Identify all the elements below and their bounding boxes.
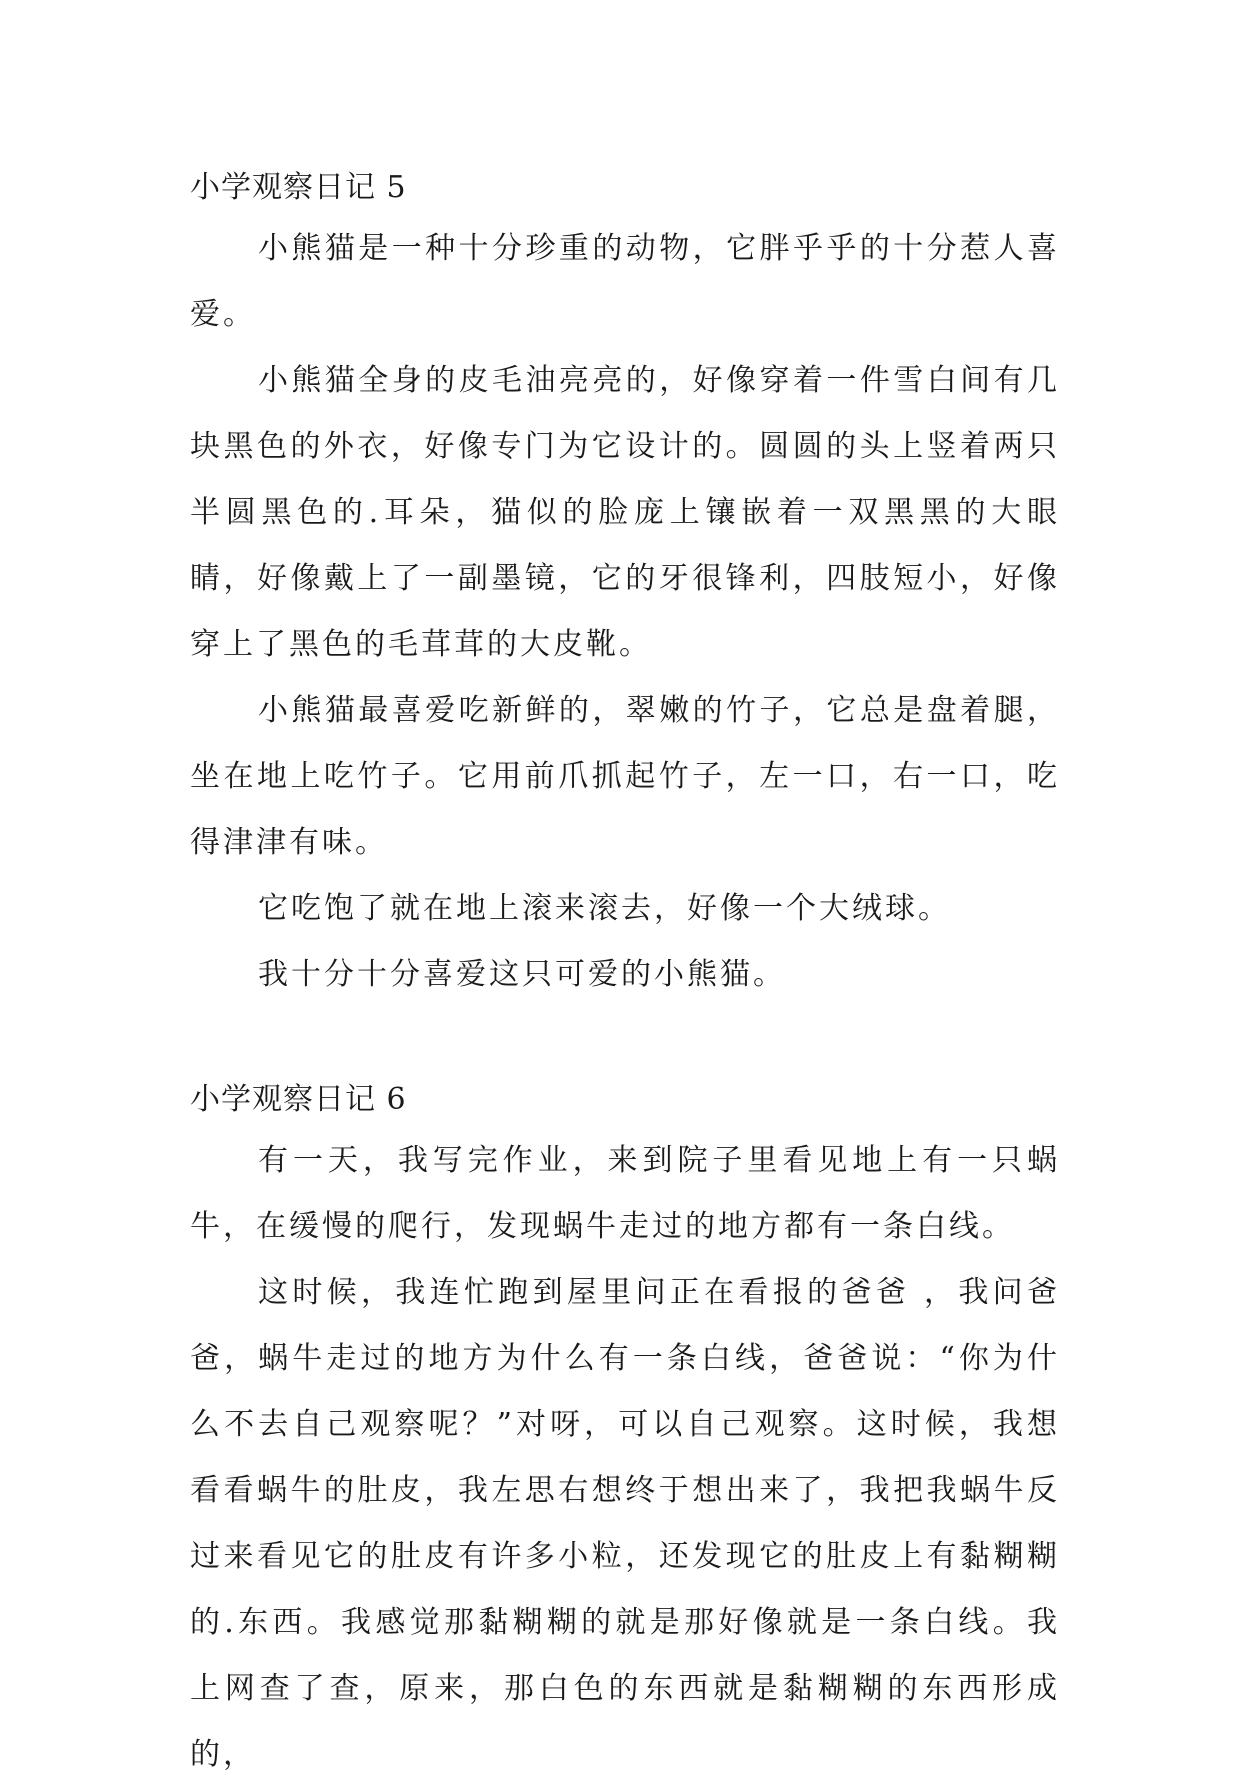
paragraph: 我十分十分喜爱这只可爱的小熊猫。 xyxy=(258,957,786,992)
diary-entry-5 xyxy=(190,160,1060,1008)
paragraph: 小熊猫全身的皮毛油亮亮的，好像穿着一件雪白间有几块黑色的外衣，好像专门为它设计的。圆圆的头上竖着两只半圆黑色的.耳朵，猫似的脸庞上镶嵌着一双黑黑的大眼睛，好像戴上了一副墨镜，它的牙很锋利，四肢短小，好像穿上了黑色的毛茸茸的大皮靴。 xyxy=(190,363,1060,662)
entry-title: 小学观察日记 5 xyxy=(190,170,407,205)
diary-entry-6 xyxy=(190,1072,1060,1788)
document-page xyxy=(190,160,1060,1788)
paragraph: 这时候，我连忙跑到屋里问正在看报的爸爸 ，我问爸爸，蜗牛走过的地方为什么有一条白线，爸爸说：“你为什么不去自己观察呢？”对呀，可以自己观察。这时候，我想看看蜗牛的肚皮，我左思右想终于想出来了，我把我蜗牛反过来看见它的肚皮有许多小粒，还发现它的肚皮上有黏糊糊的.东西。我感觉那黏糊糊的就是那好像就是一条白线。我上网查了查，原来，那白色的东西就是黏糊糊的东西形成的， xyxy=(190,1275,1060,1772)
paragraph: 小熊猫是一种十分珍重的动物，它胖乎乎的十分惹人喜爱。 xyxy=(190,231,1060,332)
entry-title: 小学观察日记 6 xyxy=(190,1082,407,1117)
paragraph: 有一天，我写完作业，来到院子里看见地上有一只蜗牛，在缓慢的爬行，发现蜗牛走过的地方都有一条白线。 xyxy=(190,1143,1060,1244)
paragraph: 它吃饱了就在地上滚来滚去，好像一个大绒球。 xyxy=(258,891,951,926)
paragraph: 小熊猫最喜爱吃新鲜的，翠嫩的竹子，它总是盘着腿，坐在地上吃竹子。它用前爪抓起竹子，左一口，右一口，吃得津津有味。 xyxy=(190,693,1060,860)
